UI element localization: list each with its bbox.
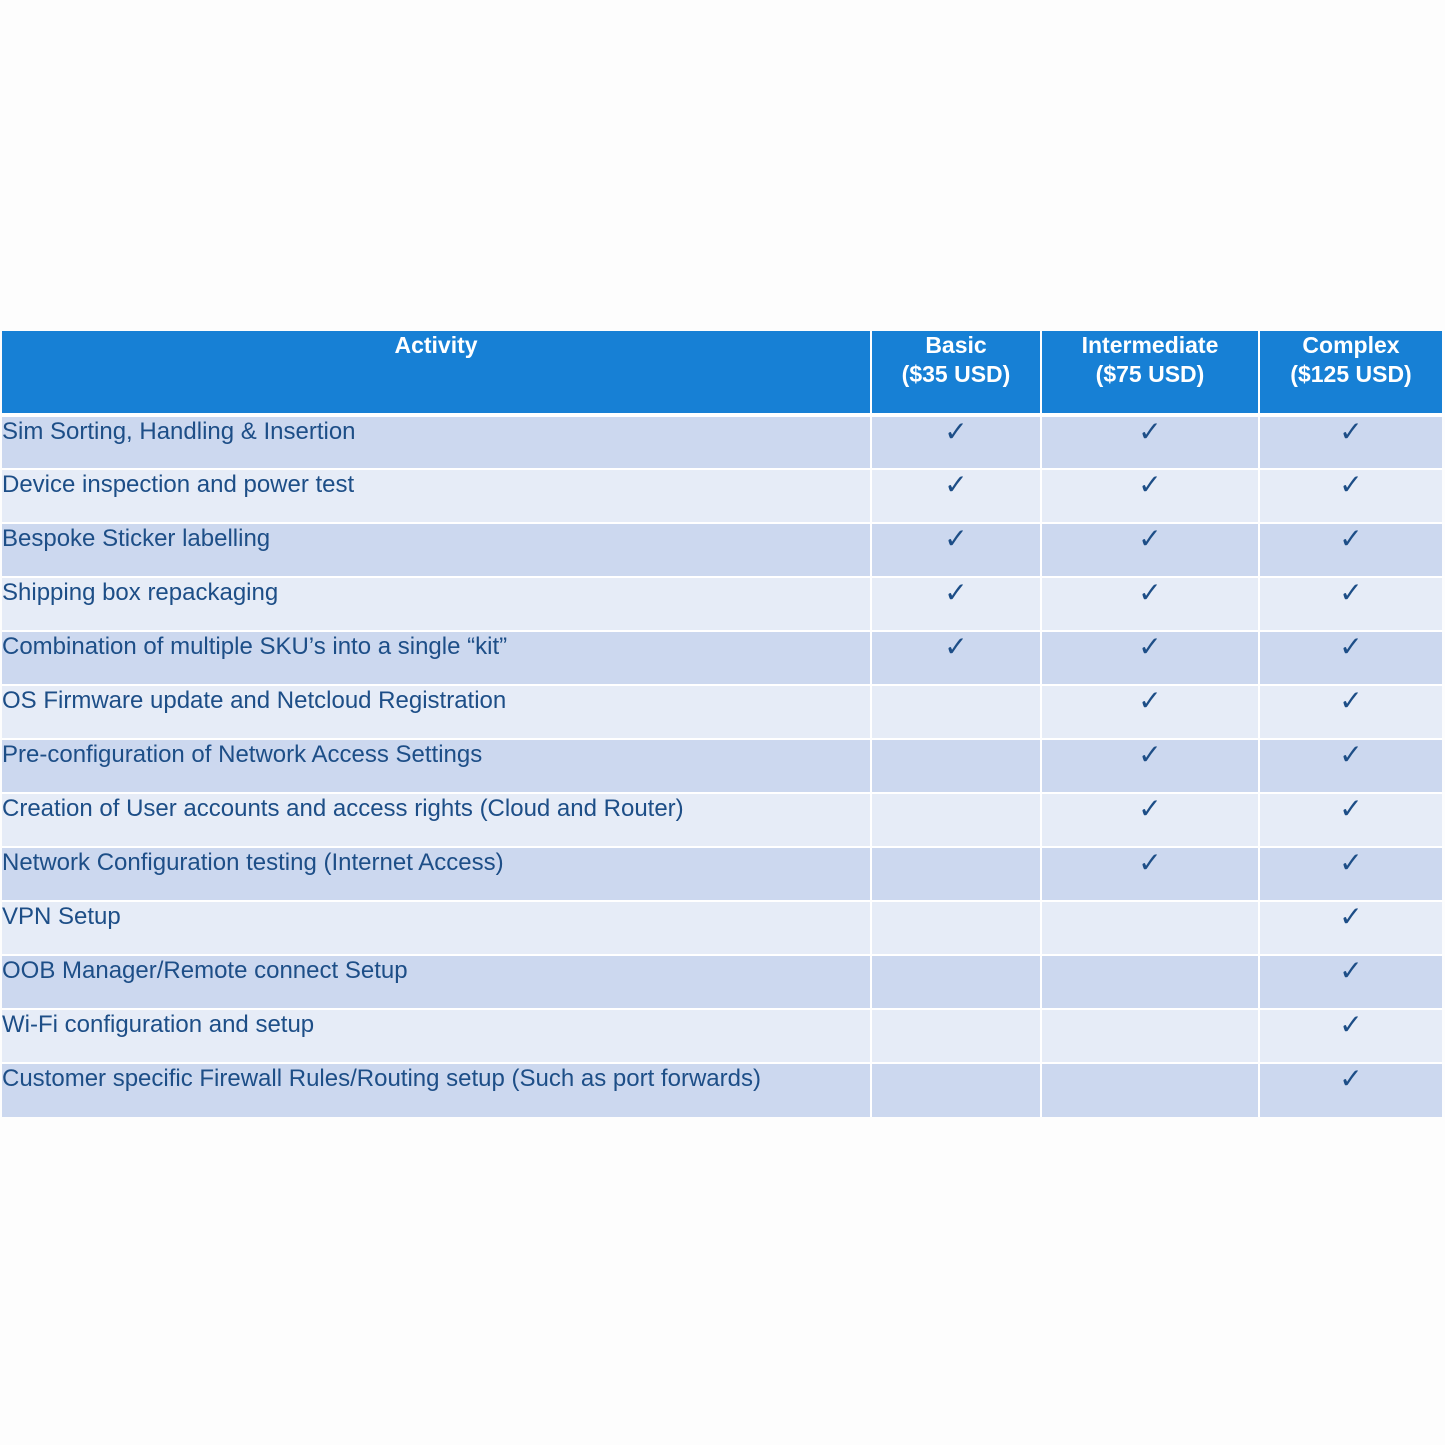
complex-check-cell <box>1259 1063 1442 1117</box>
table-row <box>2 901 1442 955</box>
checkmark-icon: ✓ <box>1138 468 1162 501</box>
basic-check-cell <box>871 631 1041 685</box>
activity-cell: Sim Sorting, Handling & Insertion <box>2 415 871 469</box>
basic-check-cell <box>871 415 1041 469</box>
table-row <box>2 631 1442 685</box>
complex-check-cell <box>1259 955 1442 1009</box>
complex-check-cell <box>1259 901 1442 955</box>
basic-check-cell <box>871 847 1041 901</box>
checkmark-icon: ✓ <box>1339 1062 1363 1095</box>
intermediate-check-cell <box>1041 523 1259 577</box>
checkmark-icon: ✓ <box>944 522 968 555</box>
header-intermediate <box>1041 331 1259 415</box>
table-row <box>2 415 1442 469</box>
intermediate-check-cell <box>1041 685 1259 739</box>
checkmark-icon: ✓ <box>1138 846 1162 879</box>
basic-check-cell <box>871 469 1041 523</box>
complex-check-cell <box>1259 1009 1442 1063</box>
basic-check-cell <box>871 685 1041 739</box>
checkmark-icon: ✓ <box>1138 792 1162 825</box>
table-row <box>2 1009 1442 1063</box>
activity-cell: Bespoke Sticker labelling <box>2 523 871 577</box>
checkmark-icon: ✓ <box>1339 522 1363 555</box>
intermediate-check-cell <box>1041 415 1259 469</box>
checkmark-icon: ✓ <box>1138 522 1162 555</box>
checkmark-icon: ✓ <box>1339 792 1363 825</box>
header-activity-label: Activity <box>394 332 478 358</box>
header-basic-label: Basic <box>925 332 987 358</box>
checkmark-icon: ✓ <box>1138 630 1162 663</box>
checkmark-icon: ✓ <box>1138 415 1162 448</box>
basic-check-cell <box>871 1063 1041 1117</box>
header-basic <box>871 331 1041 415</box>
checkmark-icon: ✓ <box>1339 576 1363 609</box>
checkmark-icon: ✓ <box>1339 900 1363 933</box>
checkmark-icon: ✓ <box>1138 684 1162 717</box>
intermediate-check-cell <box>1041 631 1259 685</box>
activity-cell: Wi-Fi configuration and setup <box>2 1009 871 1063</box>
checkmark-icon: ✓ <box>1339 954 1363 987</box>
table-header <box>2 331 1442 415</box>
checkmark-icon: ✓ <box>944 630 968 663</box>
checkmark-icon: ✓ <box>1339 1008 1363 1041</box>
basic-check-cell <box>871 901 1041 955</box>
header-intermediate-label: Intermediate <box>1081 332 1219 358</box>
basic-check-cell <box>871 1009 1041 1063</box>
basic-check-cell <box>871 523 1041 577</box>
checkmark-icon: ✓ <box>1138 576 1162 609</box>
complex-check-cell <box>1259 847 1442 901</box>
table-body <box>2 415 1442 1117</box>
header-activity <box>2 331 871 415</box>
header-complex-price: ($125 USD) <box>1290 361 1412 387</box>
checkmark-icon: ✓ <box>1339 738 1363 771</box>
table-row <box>2 469 1442 523</box>
intermediate-check-cell <box>1041 577 1259 631</box>
intermediate-check-cell <box>1041 1063 1259 1117</box>
activity-cell: VPN Setup <box>2 901 871 955</box>
header-complex-label: Complex <box>1302 332 1400 358</box>
activity-cell: OS Firmware update and Netcloud Registration <box>2 685 871 739</box>
intermediate-check-cell <box>1041 901 1259 955</box>
checkmark-icon: ✓ <box>1339 468 1363 501</box>
table-row <box>2 847 1442 901</box>
complex-check-cell <box>1259 577 1442 631</box>
intermediate-check-cell <box>1041 793 1259 847</box>
complex-check-cell <box>1259 469 1442 523</box>
complex-check-cell <box>1259 631 1442 685</box>
intermediate-check-cell <box>1041 1009 1259 1063</box>
header-row <box>2 331 1442 415</box>
checkmark-icon: ✓ <box>1138 738 1162 771</box>
service-tier-table <box>2 331 1442 1117</box>
intermediate-check-cell <box>1041 955 1259 1009</box>
intermediate-check-cell <box>1041 739 1259 793</box>
intermediate-check-cell <box>1041 847 1259 901</box>
activity-cell: Network Configuration testing (Internet Access) <box>2 847 871 901</box>
table-row <box>2 685 1442 739</box>
checkmark-icon: ✓ <box>1339 415 1363 448</box>
complex-check-cell <box>1259 415 1442 469</box>
activity-cell: Shipping box repackaging <box>2 577 871 631</box>
table-row <box>2 523 1442 577</box>
complex-check-cell <box>1259 793 1442 847</box>
checkmark-icon: ✓ <box>1339 684 1363 717</box>
activity-cell: Customer specific Firewall Rules/Routing setup (Such as port forwards) <box>2 1063 871 1117</box>
complex-check-cell <box>1259 523 1442 577</box>
table-row <box>2 577 1442 631</box>
basic-check-cell <box>871 739 1041 793</box>
checkmark-icon: ✓ <box>944 415 968 448</box>
checkmark-icon: ✓ <box>944 468 968 501</box>
activity-cell: Creation of User accounts and access rights (Cloud and Router) <box>2 793 871 847</box>
table-row <box>2 955 1442 1009</box>
activity-cell: Combination of multiple SKU’s into a single “kit” <box>2 631 871 685</box>
header-basic-price: ($35 USD) <box>901 361 1011 387</box>
table-row <box>2 739 1442 793</box>
activity-cell: Pre-configuration of Network Access Settings <box>2 739 871 793</box>
table-row <box>2 1063 1442 1117</box>
checkmark-icon: ✓ <box>1339 630 1363 663</box>
activity-cell: OOB Manager/Remote connect Setup <box>2 955 871 1009</box>
checkmark-icon: ✓ <box>1339 846 1363 879</box>
checkmark-icon: ✓ <box>944 576 968 609</box>
table-row <box>2 793 1442 847</box>
complex-check-cell <box>1259 739 1442 793</box>
intermediate-check-cell <box>1041 469 1259 523</box>
header-intermediate-price: ($75 USD) <box>1095 361 1205 387</box>
basic-check-cell <box>871 955 1041 1009</box>
activity-cell: Device inspection and power test <box>2 469 871 523</box>
basic-check-cell <box>871 793 1041 847</box>
complex-check-cell <box>1259 685 1442 739</box>
basic-check-cell <box>871 577 1041 631</box>
header-complex <box>1259 331 1442 415</box>
